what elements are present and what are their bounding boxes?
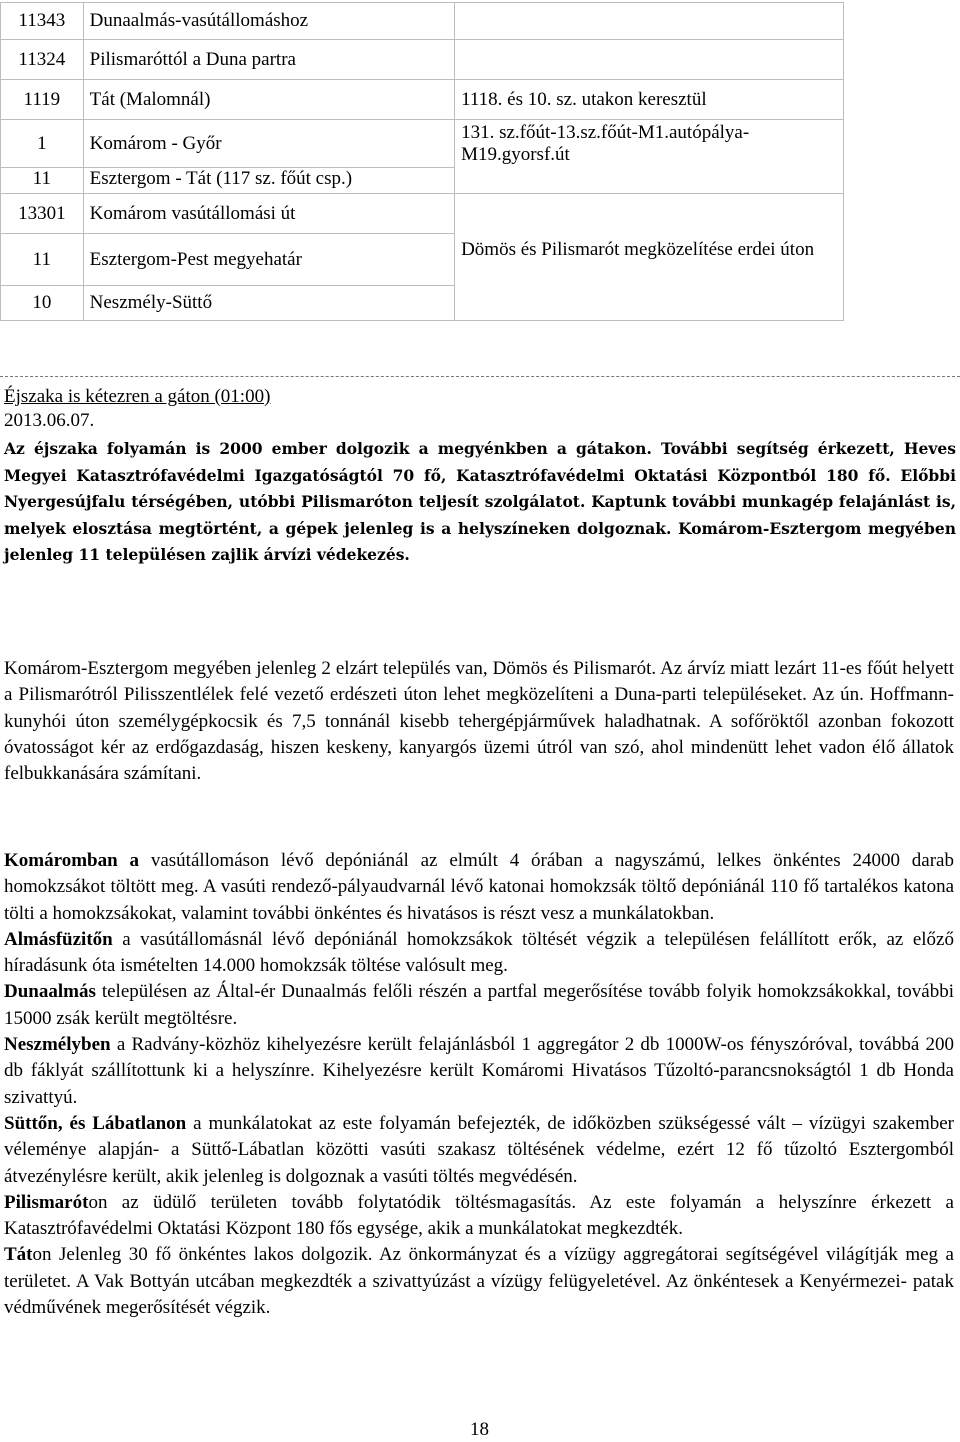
location-paragraph <box>4 1111 954 1190</box>
road-note: Dömös és Pilismarót megközelítése erdei úton <box>455 194 844 321</box>
location-text: on az üdülő területen tovább folytatódik töltésmagasítás. Az este folyamán a helyszínre érkezett a Katasztrófavédelmi Oktatási Központ 180 fős egysége, akik a munkálatokat megkezdték. <box>4 1191 954 1240</box>
bold-summary <box>4 436 956 569</box>
closure-text: Komárom-Esztergom megyében jelenleg 2 elzárt település van, Dömös és Pilismarót. Az árvíz miatt lezárt 11-es főút helyett a Pilismarótról Pilisszentlélek felé vezető erdészeti úton lehet megközelíteni a Duna-parti településeket. Az ún. Hoffmann-kunyhói úton személygépkocsik és 7,5 tonnánál kisebb tehergépjárművek haladhatnak. A sofőröktől azonban fokozott óvatosságot kér az erdőgazdaság, hiszen keskeny, kanyargós üzemi útról van szó, ahol mindenütt lehet vadon élő állatok felbukkanására számítani. <box>4 658 954 785</box>
road-note: 131. sz.főút-13.sz.főút-M1.autópálya-M19.gyorsf.út <box>455 120 844 194</box>
road-note <box>455 3 844 40</box>
road-name: Komárom vasútállomási út <box>83 194 454 234</box>
location-text: a Radvány-közhöz kihelyezésre került felajánlásból 1 aggregátor 2 db 1000W-os fényszóróval, továbbá 200 db fáklyát szállítottunk ki a helyszínre. Kihelyezésre került Komáromi Hivatásos Tűzoltó-parancsnokságtól 1 db Honda szivattyú. <box>4 1034 954 1108</box>
road-note <box>455 40 844 80</box>
locations-section <box>4 848 954 1321</box>
location-name: Süttőn, és Lábatlanon <box>4 1112 187 1134</box>
location-paragraph <box>4 927 954 980</box>
location-paragraph <box>4 1032 954 1111</box>
road-name: Neszmély-Süttő <box>83 286 454 321</box>
road-code: 10 <box>1 286 84 321</box>
location-paragraph <box>4 979 954 1032</box>
roads-table <box>0 2 844 321</box>
location-text: on Jelenleg 30 fő önkéntes lakos dolgozik. Az önkormányzat és a vízügy aggregátorai segítségével világítják meg a területet. A Vak Bottyán utcában megkezdték a szivattyúzást a vízügy felügyeletével. Az önkéntesek a Kenyérmezei- patak védművének megerősítését végzik. <box>4 1244 954 1319</box>
road-name: Tát (Malomnál) <box>83 80 454 120</box>
road-name: Esztergom - Tát (117 sz. főút csp.) <box>83 168 454 194</box>
road-code: 1119 <box>1 80 84 120</box>
location-name: Pilismarót <box>4 1191 89 1213</box>
road-code: 11324 <box>1 40 84 80</box>
road-code: 11343 <box>1 3 84 40</box>
road-code: 1 <box>1 120 84 168</box>
road-name: Esztergom-Pest megyehatár <box>83 234 454 286</box>
location-name: Almásfüzitőn <box>4 928 113 950</box>
location-name: Tát <box>4 1244 33 1266</box>
page-number: 18 <box>470 1419 489 1440</box>
table-row <box>1 80 844 120</box>
closure-paragraph <box>4 656 954 787</box>
road-name: Komárom - Győr <box>83 120 454 168</box>
location-name: Neszmélyben <box>4 1034 111 1056</box>
road-code: 13301 <box>1 194 84 234</box>
road-code: 11 <box>1 168 84 194</box>
location-name: Dunaalmás <box>4 981 96 1003</box>
bold-paragraph: Az éjszaka folyamán is 2000 ember dolgozik a megyénkben a gátakon. További segítség érkezett, Heves Megyei Katasztrófavédelmi Igazgatóságtól 70 fő, Katasztrófavédelmi Oktatási Központból 180 fő. Előbbi Nyergesújfalu térségében, utóbbi Pilismaróton teljesít szolgálatot. Kaptunk további munkagép felajánlást is, melyek elosztása megtörtént, a gépek jelenleg is a helyszíneken dolgoznak. Komárom-Esztergom megyében jelenleg 11 településen zajlik árvízi védekezés. <box>4 439 956 564</box>
table-row <box>1 120 844 168</box>
road-code: 11 <box>1 234 84 286</box>
location-text: településen az Által-ér Dunaalmás felőli részén a partfal megerősítése tovább folyik homokzsákokkal, további 15000 zsák került megtöltésre. <box>4 981 954 1029</box>
section-divider <box>0 376 960 377</box>
location-text: a vasútállomásnál lévő depóniánál homokzsákok töltését végzik a településen felállított erők, az előző híradásunk óta ismételten 14.000 homokzsák töltése valósult meg. <box>4 928 954 977</box>
location-paragraph <box>4 848 954 927</box>
news-date: 2013.06.07. <box>4 410 95 431</box>
location-name: Komáromban a <box>4 850 139 871</box>
road-note: 1118. és 10. sz. utakon keresztül <box>455 80 844 120</box>
table-row <box>1 3 844 40</box>
road-name: Pilismaróttól a Duna partra <box>83 40 454 80</box>
table-row <box>1 194 844 234</box>
location-paragraph <box>4 1190 954 1243</box>
table-row <box>1 40 844 80</box>
news-header <box>4 385 270 433</box>
road-name: Dunaalmás-vasútállomáshoz <box>83 3 454 40</box>
location-text: a munkálatokat az este folyamán befejezték, de időközben szükségessé vált – vízügyi szakember véleménye alapján- a Süttő-Lábatlan közötti vasúti szakasz töltésének védelme, ezért 12 fő tűzoltó Esztergomból átvezénylésre került, akik jelenleg is dolgoznak a vasúti töltés megvédésén. <box>4 1112 955 1187</box>
location-text: vasútállomáson lévő depóniánál az elmúlt 4 órában a nagyszámú, lelkes önkéntes 24000 darab homokzsákot töltött meg. A vasúti rendező-pályaudvarnál lévő katonai homokzsák töltő depóniánál 110 fő tartalékos katona tölti a homokzsákokat, valamint további önkéntes és hivatásos is részt vesz a munkálatokban. <box>4 850 954 924</box>
location-paragraph <box>4 1242 954 1321</box>
news-title: Éjszaka is kétezren a gáton (01:00) <box>4 386 271 407</box>
